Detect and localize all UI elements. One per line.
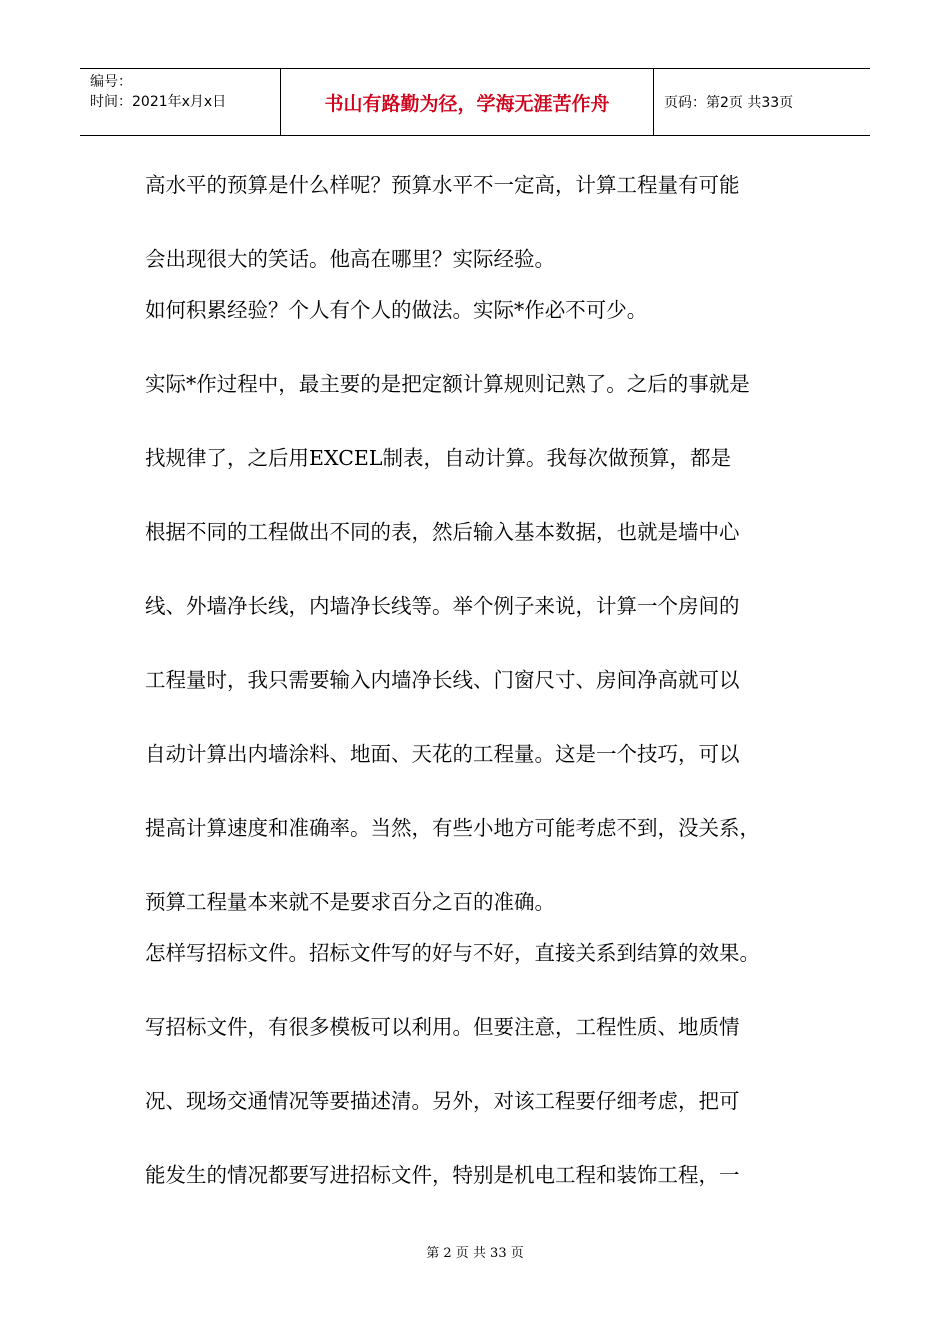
document-date: 时间：2021年x月x日 bbox=[90, 94, 227, 110]
body-line: 根据不同的工程做出不同的表，然后输入基本数据，也就是墙中心 bbox=[145, 520, 740, 544]
body-line: 预算工程量本来就不是要求百分之百的准确。 bbox=[145, 890, 555, 914]
page-footer: 第 2 页 共 33 页 bbox=[426, 1246, 524, 1261]
body-line: 实际*作过程中，最主要的是把定额计算规则记熟了。之后的事就是 bbox=[145, 372, 750, 396]
body-line: 如何积累经验？个人有个人的做法。实际*作必不可少。 bbox=[145, 298, 648, 322]
document-body bbox=[145, 160, 825, 1201]
body-line: 高水平的预算是什么样呢？预算水平不一定高，计算工程量有可能 bbox=[145, 173, 740, 197]
body-line: 自动计算出内墙涂料、地面、天花的工程量。这是一个技巧，可以 bbox=[145, 742, 740, 766]
body-line: 找规律了，之后用EXCEL制表，自动计算。我每次做预算，都是 bbox=[145, 446, 731, 470]
body-line: 写招标文件，有很多模板可以利用。但要注意，工程性质、地质情 bbox=[145, 1015, 740, 1039]
header-meta bbox=[80, 69, 281, 135]
body-line: 工程量时，我只需要输入内墙净长线、门窗尺寸、房间净高就可以 bbox=[145, 668, 740, 692]
page-header bbox=[80, 68, 870, 136]
header-motto: 书山有路勤为径，学海无涯苦作舟 bbox=[281, 69, 654, 135]
body-line: 能发生的情况都要写进招标文件，特别是机电工程和装饰工程，一 bbox=[145, 1163, 740, 1187]
body-line: 提高计算速度和准确率。当然，有些小地方可能考虑不到，没关系， bbox=[145, 816, 760, 840]
body-line: 线、外墙净长线，内墙净长线等。举个例子来说，计算一个房间的 bbox=[145, 594, 740, 618]
body-line: 怎样写招标文件。招标文件写的好与不好，直接关系到结算的效果。 bbox=[145, 941, 760, 965]
document-number-label: 编号： bbox=[90, 74, 132, 90]
header-page-number: 页码：第2页 共33页 bbox=[664, 95, 794, 111]
body-line: 会出现很大的笑话。他高在哪里？实际经验。 bbox=[145, 247, 555, 271]
body-line: 况、现场交通情况等要描述清。另外，对该工程要仔细考虑，把可 bbox=[145, 1089, 740, 1113]
